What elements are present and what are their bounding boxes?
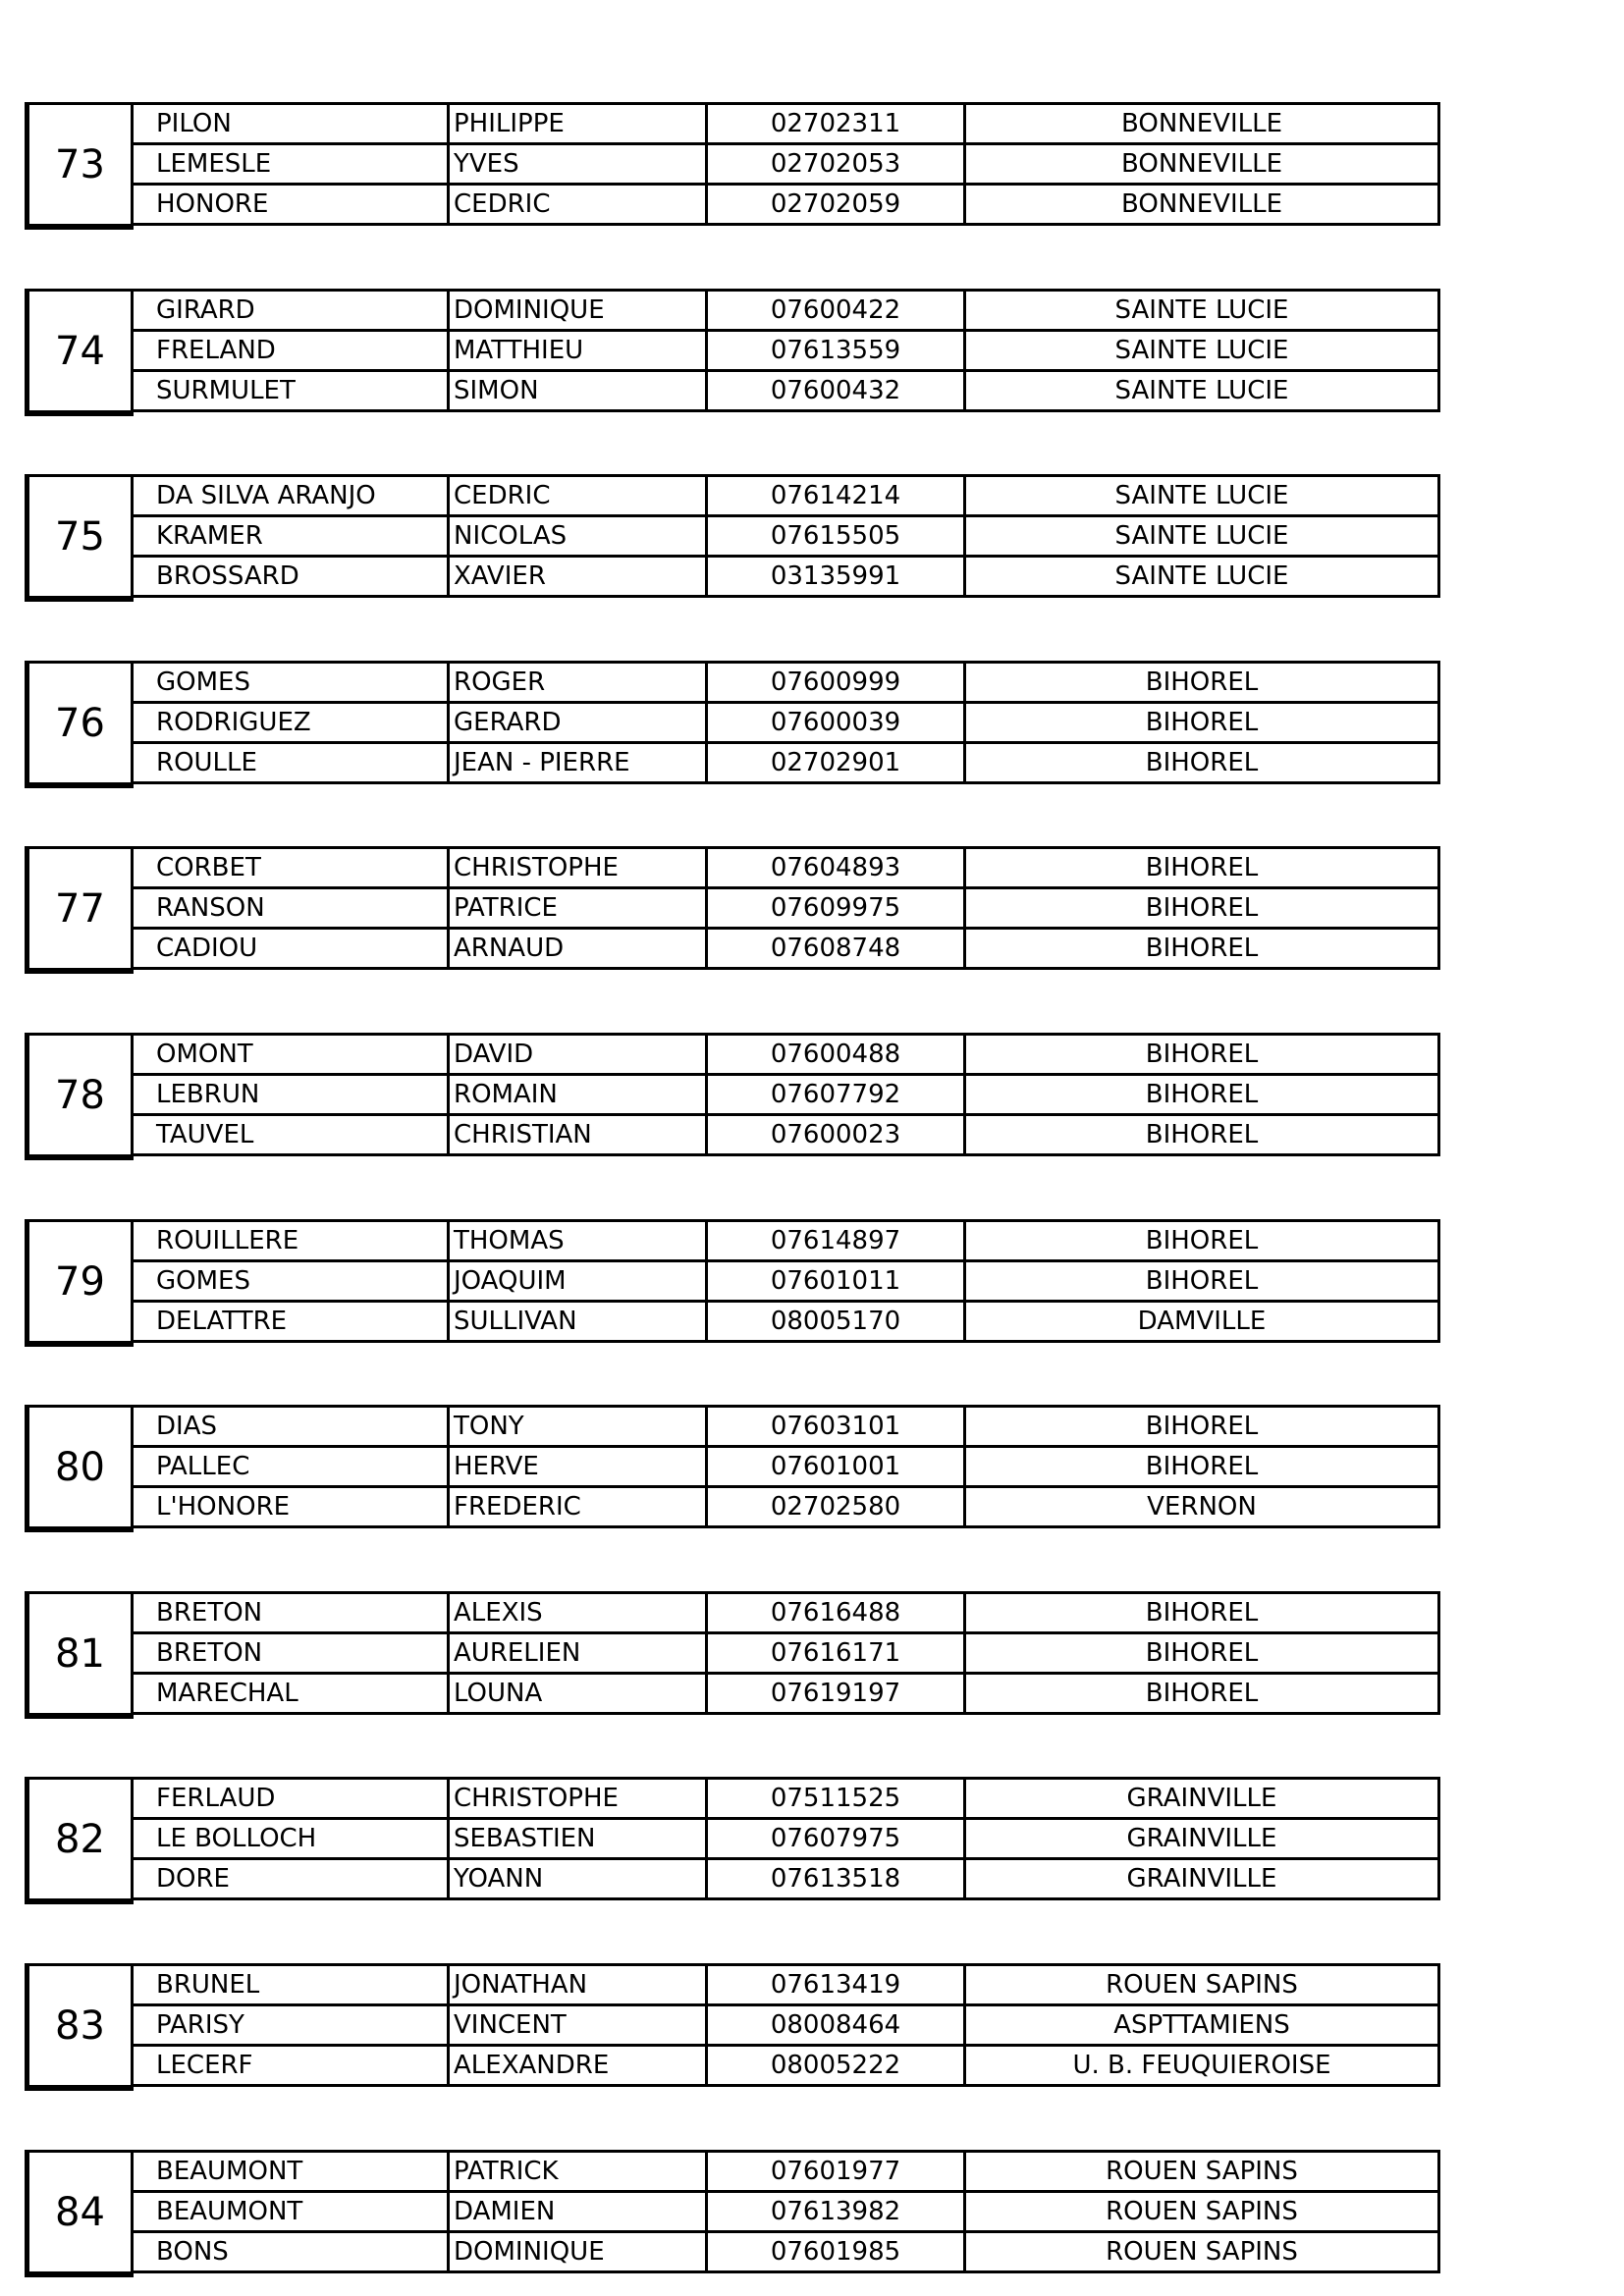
player-license-number: 07601011	[708, 1262, 966, 1300]
player-first-name: SIMON	[450, 372, 708, 409]
player-first-name: ALEXANDRE	[450, 2047, 708, 2084]
player-first-name: JOAQUIM	[450, 1262, 708, 1300]
player-last-name: SURMULET	[132, 372, 450, 409]
player-row	[132, 372, 1437, 409]
team-number: 75	[25, 474, 134, 602]
player-row	[132, 1116, 1437, 1153]
player-last-name: L'HONORE	[132, 1488, 450, 1525]
player-club: BIHOREL	[1145, 667, 1259, 697]
player-license-number: 07609975	[708, 889, 966, 927]
player-first-name: DOMINIQUE	[450, 2233, 708, 2270]
team-player-table	[132, 661, 1440, 784]
team-number: 80	[25, 1405, 134, 1532]
player-last-name: BRETON	[132, 1634, 450, 1672]
team-number: 78	[25, 1033, 134, 1160]
player-first-name: ALEXIS	[450, 1594, 708, 1631]
player-license-number: 07600039	[708, 704, 966, 741]
player-row	[132, 2006, 1437, 2047]
player-row	[132, 332, 1437, 372]
player-row	[132, 1860, 1437, 1897]
team-player-table	[132, 1591, 1440, 1715]
player-row	[132, 517, 1437, 558]
player-first-name: TONY	[450, 1408, 708, 1445]
team-number: 81	[25, 1591, 134, 1719]
team-player-table	[132, 474, 1440, 598]
team-player-table	[132, 1033, 1440, 1156]
player-row	[132, 1820, 1437, 1860]
player-first-name: CEDRIC	[450, 477, 708, 514]
player-club: BIHOREL	[1145, 1598, 1259, 1628]
player-license-number: 08005222	[708, 2047, 966, 2084]
player-club: SAINTE LUCIE	[1114, 561, 1289, 591]
player-license-number: 07613982	[708, 2193, 966, 2230]
player-club: GRAINVILLE	[1126, 1864, 1277, 1894]
player-last-name: BRUNEL	[132, 1966, 450, 2003]
player-license-number: 07603101	[708, 1408, 966, 1445]
player-last-name: ROULLE	[132, 744, 450, 781]
player-row	[132, 1675, 1437, 1712]
player-license-number: 07613518	[708, 1860, 966, 1897]
player-row	[132, 1076, 1437, 1116]
player-first-name: MATTHIEU	[450, 332, 708, 369]
player-club: ROUEN SAPINS	[1106, 2157, 1298, 2186]
player-license-number: 02702053	[708, 145, 966, 183]
player-row	[132, 1634, 1437, 1675]
player-row	[132, 889, 1437, 930]
team-number: 79	[25, 1219, 134, 1347]
player-license-number: 07615505	[708, 517, 966, 555]
player-license-number: 07619197	[708, 1675, 966, 1712]
player-last-name: ROUILLERE	[132, 1222, 450, 1259]
player-first-name: THOMAS	[450, 1222, 708, 1259]
player-license-number: 07600422	[708, 292, 966, 329]
player-first-name: PHILIPPE	[450, 105, 708, 142]
player-last-name: BONS	[132, 2233, 450, 2270]
player-license-number: 07613559	[708, 332, 966, 369]
player-last-name: RODRIGUEZ	[132, 704, 450, 741]
player-license-number: 08005170	[708, 1303, 966, 1340]
player-last-name: CADIOU	[132, 930, 450, 967]
player-last-name: BRETON	[132, 1594, 450, 1631]
player-club: GRAINVILLE	[1126, 1784, 1277, 1813]
player-license-number: 03135991	[708, 558, 966, 595]
player-first-name: PATRICE	[450, 889, 708, 927]
player-last-name: LECERF	[132, 2047, 450, 2084]
player-first-name: PATRICK	[450, 2153, 708, 2190]
player-club: BONNEVILLE	[1120, 189, 1283, 219]
team-number: 82	[25, 1777, 134, 1904]
player-license-number: 02702311	[708, 105, 966, 142]
player-club: SAINTE LUCIE	[1114, 295, 1289, 325]
player-license-number: 07607975	[708, 1820, 966, 1857]
player-row	[132, 558, 1437, 595]
player-row	[132, 744, 1437, 781]
player-first-name: DAMIEN	[450, 2193, 708, 2230]
player-last-name: BROSSARD	[132, 558, 450, 595]
team-player-table	[132, 1963, 1440, 2087]
player-club: BIHOREL	[1145, 1638, 1259, 1668]
player-first-name: SEBASTIEN	[450, 1820, 708, 1857]
player-first-name: ROMAIN	[450, 1076, 708, 1113]
player-first-name: XAVIER	[450, 558, 708, 595]
player-last-name: DIAS	[132, 1408, 450, 1445]
player-last-name: BEAUMONT	[132, 2193, 450, 2230]
player-first-name: JEAN - PIERRE	[450, 744, 708, 781]
player-first-name: ROGER	[450, 664, 708, 701]
player-last-name: FERLAUD	[132, 1780, 450, 1817]
player-row	[132, 2047, 1437, 2084]
player-row	[132, 1262, 1437, 1303]
player-row	[132, 186, 1437, 223]
team-player-table	[132, 846, 1440, 970]
player-first-name: VINCENT	[450, 2006, 708, 2044]
player-last-name: DORE	[132, 1860, 450, 1897]
player-row	[132, 664, 1437, 704]
team-player-table	[132, 102, 1440, 226]
player-last-name: GOMES	[132, 1262, 450, 1300]
player-row	[132, 1222, 1437, 1262]
team-player-table	[132, 1219, 1440, 1343]
player-row	[132, 1408, 1437, 1448]
player-first-name: YVES	[450, 145, 708, 183]
player-last-name: GOMES	[132, 664, 450, 701]
player-license-number: 08008464	[708, 2006, 966, 2044]
player-license-number: 07608748	[708, 930, 966, 967]
player-license-number: 07613419	[708, 1966, 966, 2003]
player-club: BIHOREL	[1145, 1080, 1259, 1109]
player-license-number: 07601977	[708, 2153, 966, 2190]
team-number: 73	[25, 102, 134, 230]
team-number: 77	[25, 846, 134, 974]
player-club: SAINTE LUCIE	[1114, 336, 1289, 365]
player-license-number: 07604893	[708, 849, 966, 886]
player-last-name: LE BOLLOCH	[132, 1820, 450, 1857]
player-row	[132, 1780, 1437, 1820]
player-last-name: RANSON	[132, 889, 450, 927]
team-player-table	[132, 289, 1440, 412]
player-club: ROUEN SAPINS	[1106, 2197, 1298, 2226]
player-club: ROUEN SAPINS	[1106, 1970, 1298, 2000]
player-row	[132, 930, 1437, 967]
player-club: BIHOREL	[1145, 934, 1259, 963]
player-row	[132, 849, 1437, 889]
player-club: BIHOREL	[1145, 1679, 1259, 1708]
team-number: 84	[25, 2150, 134, 2277]
player-first-name: GERARD	[450, 704, 708, 741]
team-player-table	[132, 2150, 1440, 2273]
team-number: 83	[25, 1963, 134, 2091]
player-license-number: 02702901	[708, 744, 966, 781]
player-row	[132, 1303, 1437, 1340]
player-club: SAINTE LUCIE	[1114, 481, 1289, 510]
player-club: BIHOREL	[1145, 853, 1259, 882]
player-club: ASPTTAMIENS	[1113, 2010, 1290, 2040]
player-last-name: DELATTRE	[132, 1303, 450, 1340]
player-license-number: 07607792	[708, 1076, 966, 1113]
player-last-name: GIRARD	[132, 292, 450, 329]
player-club: BIHOREL	[1145, 893, 1259, 923]
player-club: BIHOREL	[1145, 1266, 1259, 1296]
player-last-name: FRELAND	[132, 332, 450, 369]
player-row	[132, 292, 1437, 332]
player-club: BIHOREL	[1145, 1120, 1259, 1149]
player-row	[132, 1036, 1437, 1076]
player-license-number: 07600023	[708, 1116, 966, 1153]
player-last-name: PILON	[132, 105, 450, 142]
player-first-name: CHRISTOPHE	[450, 849, 708, 886]
player-last-name: DA SILVA ARANJO	[132, 477, 450, 514]
player-first-name: ARNAUD	[450, 930, 708, 967]
player-first-name: AURELIEN	[450, 1634, 708, 1672]
player-club: BIHOREL	[1145, 1040, 1259, 1069]
team-player-table	[132, 1405, 1440, 1528]
player-license-number: 02702059	[708, 186, 966, 223]
player-license-number: 07616171	[708, 1634, 966, 1672]
player-row	[132, 1448, 1437, 1488]
player-first-name: CHRISTIAN	[450, 1116, 708, 1153]
player-license-number: 07601001	[708, 1448, 966, 1485]
player-row	[132, 704, 1437, 744]
player-first-name: CHRISTOPHE	[450, 1780, 708, 1817]
player-last-name: PALLEC	[132, 1448, 450, 1485]
player-first-name: YOANN	[450, 1860, 708, 1897]
player-club: VERNON	[1147, 1492, 1257, 1522]
player-club: BONNEVILLE	[1120, 149, 1283, 179]
player-row	[132, 1488, 1437, 1525]
player-club: BONNEVILLE	[1120, 109, 1283, 138]
player-first-name: JONATHAN	[450, 1966, 708, 2003]
player-row	[132, 2233, 1437, 2270]
player-row	[132, 145, 1437, 186]
player-club: DAMVILLE	[1137, 1307, 1267, 1336]
player-last-name: BEAUMONT	[132, 2153, 450, 2190]
team-number: 74	[25, 289, 134, 416]
player-license-number: 02702580	[708, 1488, 966, 1525]
player-row	[132, 1966, 1437, 2006]
player-license-number: 07614214	[708, 477, 966, 514]
team-number: 76	[25, 661, 134, 788]
player-license-number: 07601985	[708, 2233, 966, 2270]
team-player-table	[132, 1777, 1440, 1900]
player-first-name: DAVID	[450, 1036, 708, 1073]
player-club: BIHOREL	[1145, 748, 1259, 777]
player-license-number: 07616488	[708, 1594, 966, 1631]
player-club: BIHOREL	[1145, 1226, 1259, 1255]
player-license-number: 07600432	[708, 372, 966, 409]
player-last-name: PARISY	[132, 2006, 450, 2044]
player-last-name: KRAMER	[132, 517, 450, 555]
player-club: U. B. FEUQUIEROISE	[1072, 2051, 1331, 2080]
player-club: ROUEN SAPINS	[1106, 2237, 1298, 2267]
player-club: SAINTE LUCIE	[1114, 521, 1289, 551]
player-license-number: 07600488	[708, 1036, 966, 1073]
player-license-number: 07600999	[708, 664, 966, 701]
player-last-name: LEMESLE	[132, 145, 450, 183]
player-last-name: OMONT	[132, 1036, 450, 1073]
player-row	[132, 2193, 1437, 2233]
player-last-name: TAUVEL	[132, 1116, 450, 1153]
player-first-name: LOUNA	[450, 1675, 708, 1712]
player-club: SAINTE LUCIE	[1114, 376, 1289, 405]
player-row	[132, 2153, 1437, 2193]
player-license-number: 07614897	[708, 1222, 966, 1259]
player-last-name: CORBET	[132, 849, 450, 886]
player-club: BIHOREL	[1145, 708, 1259, 737]
player-last-name: MARECHAL	[132, 1675, 450, 1712]
player-first-name: DOMINIQUE	[450, 292, 708, 329]
player-first-name: FREDERIC	[450, 1488, 708, 1525]
player-club: GRAINVILLE	[1126, 1824, 1277, 1853]
player-club: BIHOREL	[1145, 1412, 1259, 1441]
player-row	[132, 477, 1437, 517]
player-first-name: CEDRIC	[450, 186, 708, 223]
player-last-name: HONORE	[132, 186, 450, 223]
player-first-name: NICOLAS	[450, 517, 708, 555]
player-last-name: LEBRUN	[132, 1076, 450, 1113]
player-row	[132, 1594, 1437, 1634]
player-license-number: 07511525	[708, 1780, 966, 1817]
player-row	[132, 105, 1437, 145]
player-first-name: HERVE	[450, 1448, 708, 1485]
player-club: BIHOREL	[1145, 1452, 1259, 1481]
player-first-name: SULLIVAN	[450, 1303, 708, 1340]
